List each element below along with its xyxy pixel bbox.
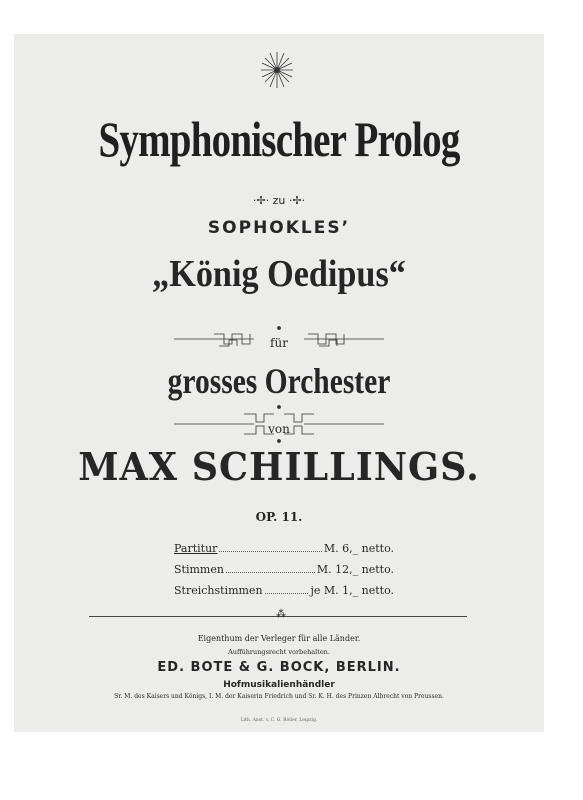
price-value: M. 12,_ netto. [316, 563, 394, 576]
connector-von: von [268, 422, 290, 436]
connector-zu [14, 194, 544, 207]
price-leader [219, 551, 321, 552]
rights-notice: Eigenthum der Verleger für alle Länder. [197, 634, 361, 643]
zu-flourish-left-icon: ·✢· [252, 194, 270, 207]
royal-appointment: Sr. M. des Kaisers und Königs, I. M. der Kaiserin Friedrich und Sr. K. H. des Prinzen Albrecht von Preussen. [114, 693, 444, 700]
publisher-name: ED. BOTE & G. BOCK, BERLIN. [157, 660, 401, 675]
work-title: Symphonischer Prolog [98, 111, 460, 167]
star-ornament-icon [259, 50, 295, 90]
ensemble-line: grosses Orchester [167, 361, 391, 401]
price-leader [226, 572, 315, 573]
composer-name: MAX SCHILLINGS. [78, 444, 480, 489]
zu-flourish-right-icon: ·✢· [288, 194, 306, 207]
opus-number: OP. 11. [255, 510, 303, 524]
printer-credit: Lith. Anst. v. C. G. Röder, Leipzig. [240, 718, 318, 723]
divider-ornament-icon: ⁂ [276, 609, 286, 620]
connector-zu-text: zu [272, 194, 286, 207]
title-page [14, 34, 544, 732]
performance-rights: Aufführungsrecht vorbehalten. [228, 648, 330, 656]
price-item: Stimmen [174, 563, 224, 576]
price-value: M. 6,_ netto. [323, 542, 394, 555]
price-item: Partitur [174, 542, 218, 555]
price-row [174, 542, 394, 563]
price-item: Streichstimmen [174, 584, 263, 597]
price-row [174, 584, 394, 605]
price-value: je M. 1,_ netto. [310, 584, 394, 597]
work-subject: „König Oedipus“ [152, 253, 406, 295]
connector-fuer: für [270, 336, 288, 350]
author-name: SOPHOKLES’ [207, 218, 351, 238]
publisher-role: Hofmusikalienhändler [223, 680, 335, 690]
price-row [174, 563, 394, 584]
price-list [174, 542, 394, 605]
price-leader [265, 593, 309, 594]
